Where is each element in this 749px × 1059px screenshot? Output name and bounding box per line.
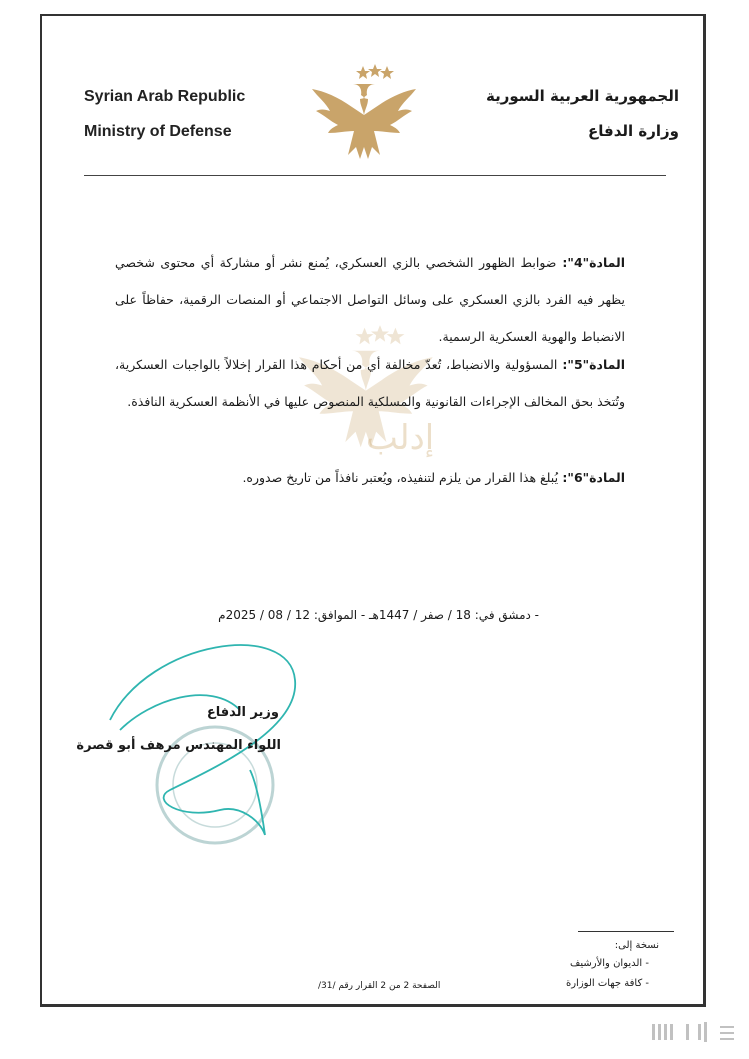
copy-to-item: - كافة جهات الوزارة [565, 978, 649, 989]
header-ar-country: الجمهورية العربية السورية [486, 87, 679, 105]
date-line: - دمشق في: 18 / صفر / 1447هـ - الموافق: 12 / 08 / 2025م [218, 608, 539, 622]
article-4 [115, 244, 625, 355]
watermark-text: إدلب [365, 418, 435, 458]
article-5 [115, 346, 625, 420]
header-ar-ministry: وزارة الدفاع [588, 122, 679, 140]
copy-to-item: - الديوان والأرشيف [570, 958, 649, 969]
header-en-country: Syrian Arab Republic [84, 88, 246, 105]
article-4-label: المادة"4": [556, 255, 625, 270]
header-divider [84, 175, 666, 176]
signatory-name: اللواء المهندس مرهف أبو قصرة [76, 738, 281, 753]
article-6-text: يُبلغ هذا القرار من يلزم لتنفيذه، ويُعتبر نافذاً من تاريخ صدوره. [242, 470, 559, 485]
article-6-label: المادة"6": [558, 470, 625, 485]
signatory-title: وزير الدفاع [206, 705, 279, 720]
header-en-ministry: Ministry of Defense [84, 123, 232, 140]
eagle-emblem-icon [305, 62, 445, 167]
copy-divider [578, 931, 674, 932]
platform-watermark-icon [650, 1018, 740, 1046]
article-6 [115, 459, 625, 496]
page-footer: الصفحة 2 من 2 القرار رقم /31/ [318, 981, 441, 991]
article-5-text: المسؤولية والانضباط، تُعدّ مخالفة أي من أحكام هذا القرار إخلالاً بالواجبات العسكرية، وتُتخذ بحق المخالف الإجراءات القانونية والمسلكية المنصوص عليها في الأنظمة العسكرية النافذة. [115, 357, 625, 409]
signature-stamp [90, 620, 320, 850]
article-5-label: المادة"5": [557, 357, 625, 372]
article-4-text: ضوابط الظهور الشخصي بالزي العسكري، يُمنع نشر أو مشاركة أي محتوى شخصي يظهر فيه الفرد بالزي العسكري على وسائل التواصل الاجتماعي أو المنصات الرقمية، حفاظاً على الانضباط والهوية العسكرية الرسمية. [115, 255, 625, 344]
copy-to-label: نسخة إلى: [614, 940, 659, 951]
